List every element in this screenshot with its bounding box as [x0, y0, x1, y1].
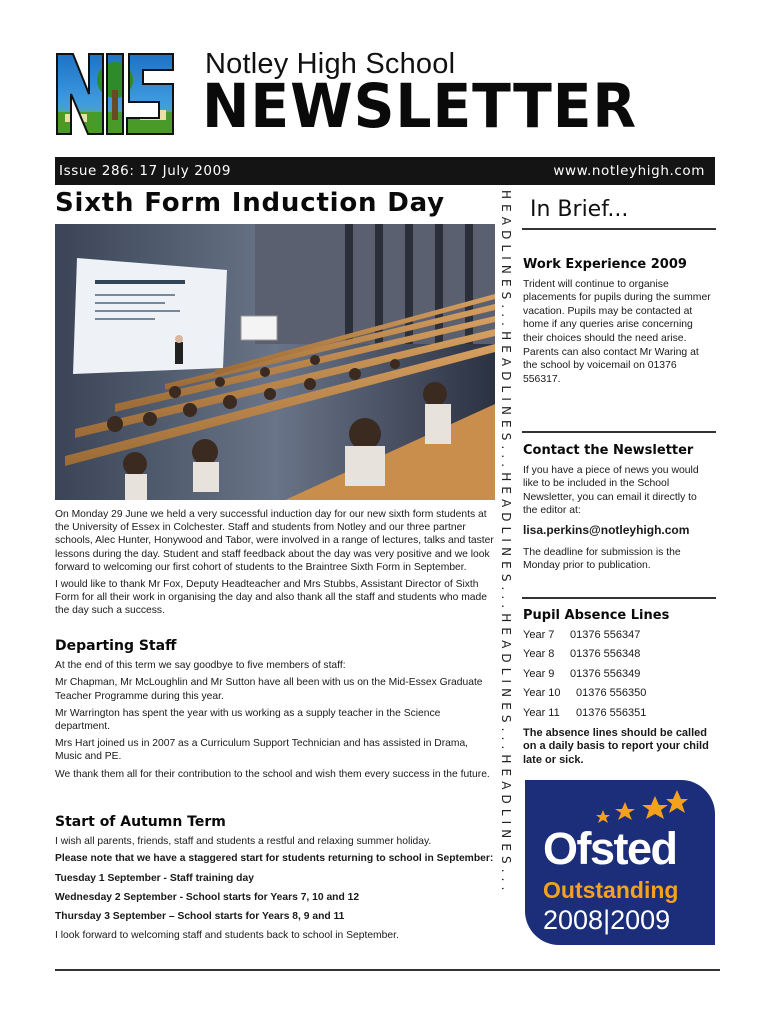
departing-paragraph-5: We thank them all for their contribution to the school and wish them every success in the future. — [55, 768, 490, 780]
ofsted-years: 2008|2009 — [543, 905, 671, 935]
absence-line-row — [523, 687, 713, 701]
departing-staff-heading: Departing Staff — [55, 638, 177, 654]
absence-note: The absence lines should be called on a daily basis to report your child late or sick. — [523, 726, 709, 766]
divider — [522, 431, 716, 433]
absence-number: 01376 556351 — [576, 706, 647, 719]
absence-heading: Pupil Absence Lines — [523, 608, 670, 623]
editor-email-link[interactable]: lisa.perkins@notleyhigh.com — [523, 522, 690, 537]
absence-year: Year 10 — [523, 687, 561, 700]
divider — [522, 228, 716, 230]
lead-paragraph-1: On Monday 29 June we held a very successful induction day for our new sixth form students at the University of Essex in Colchester. Staff and students from Notley and our three partner schools, Alec Hunter, Honywood and Tabor, were involved in a range of lectures, talks and taster lessons during the day. Student and staff feedback about the day was very positive and we look forward to welcoming our first cohort of students to the Braintree Sixth Form in September. — [55, 509, 494, 573]
contact-section — [523, 444, 713, 579]
absence-number: 01376 556347 — [570, 628, 641, 641]
departing-paragraph-4: Mrs Hart joined us in 2007 as a Curriculum Support Technician and has assisted in Drama, Music and PE. — [55, 738, 469, 763]
autumn-date-2: Wednesday 2 September - School starts for Years 7, 10 and 12 — [55, 891, 360, 903]
work-experience-body: Trident will continue to organise placements for pupils during the summer vacation. Pupils may be contacted at home if any queries arise concerning their choices should the need arise. Parents can also contact Mr Waring at the school by voicemail on 01376 556317. — [523, 278, 711, 385]
autumn-closing: I look forward to welcoming staff and students back to school in September. — [55, 930, 399, 942]
work-experience-section — [523, 258, 713, 392]
in-brief-title: In Brief... — [530, 197, 629, 222]
autumn-term-heading: Start of Autumn Term — [55, 814, 226, 830]
lead-article — [55, 508, 495, 622]
absence-year: Year 9 — [523, 667, 555, 680]
departing-paragraph-3: Mr Warrington has spent the year with us working as a supply teacher in the Science department. — [55, 707, 441, 733]
website-link[interactable]: www.notleyhigh.com — [553, 163, 705, 179]
absence-year: Year 7 — [523, 628, 555, 641]
issue-bar — [55, 157, 715, 185]
work-experience-heading: Work Experience 2009 — [523, 257, 687, 272]
newsletter-title: NEWSLETTER — [202, 71, 638, 142]
ofsted-rating: Outstanding — [543, 877, 679, 903]
school-logo — [55, 50, 180, 138]
issue-label: Issue 286: 17 July 2009 — [59, 163, 232, 179]
lecture-hall-photo — [55, 224, 495, 500]
absence-line-row — [523, 707, 713, 721]
contact-deadline: The deadline for submission is the Monday prior to publication. — [523, 546, 681, 572]
autumn-date-1: Tuesday 1 September - Staff training day — [55, 872, 254, 884]
headlines-strip: HEADLINES...HEADLINES...HEADLINES...HEADLINES...HEADLINES... — [499, 190, 513, 896]
absence-number: 01376 556350 — [576, 687, 647, 700]
autumn-note: Please note that we have a staggered start for students returning to school in September: — [55, 853, 494, 865]
absence-year: Year 11 — [523, 706, 560, 719]
footer-rule — [55, 969, 720, 971]
lead-headline: Sixth Form Induction Day — [55, 188, 445, 218]
ofsted-name: Ofsted — [543, 823, 677, 874]
lead-paragraph-2: I would like to thank Mr Fox, Deputy Headteacher and Mrs Stubbs, Assistant Director of Sixth Form for all their work in organising the day and also thank all the staff and students who made the day such a success. — [55, 579, 487, 617]
absence-line-row — [523, 668, 713, 682]
autumn-term-section — [55, 816, 495, 946]
departing-paragraph-2: Mr Chapman, Mr McLoughlin and Mr Sutton have all been with us on the Mid-Essex Graduate Teacher Programme during this year. — [55, 677, 483, 702]
departing-paragraph-1: At the end of this term we say goodbye to five members of staff: — [55, 660, 346, 672]
school-name: Notley High School — [205, 48, 456, 80]
absence-line-row — [523, 629, 713, 643]
absence-number: 01376 556348 — [570, 648, 641, 661]
ofsted-badge — [525, 780, 715, 945]
autumn-intro: I wish all parents, friends, staff and students a restful and relaxing summer holiday. — [55, 836, 432, 848]
autumn-date-3: Thursday 3 September – School starts for Years 8, 9 and 11 — [55, 911, 345, 923]
ofsted-stars-icon — [593, 788, 693, 824]
absence-lines-section — [523, 609, 713, 767]
absence-year: Year 8 — [523, 648, 555, 661]
departing-staff-section — [55, 640, 495, 785]
divider — [522, 597, 716, 599]
absence-line-row — [523, 648, 713, 662]
contact-body: If you have a piece of news you would like to be included in the School Newsletter, you can email it directly to the editor at: — [523, 464, 699, 517]
absence-number: 01376 556349 — [570, 667, 641, 680]
contact-heading: Contact the Newsletter — [523, 443, 694, 458]
